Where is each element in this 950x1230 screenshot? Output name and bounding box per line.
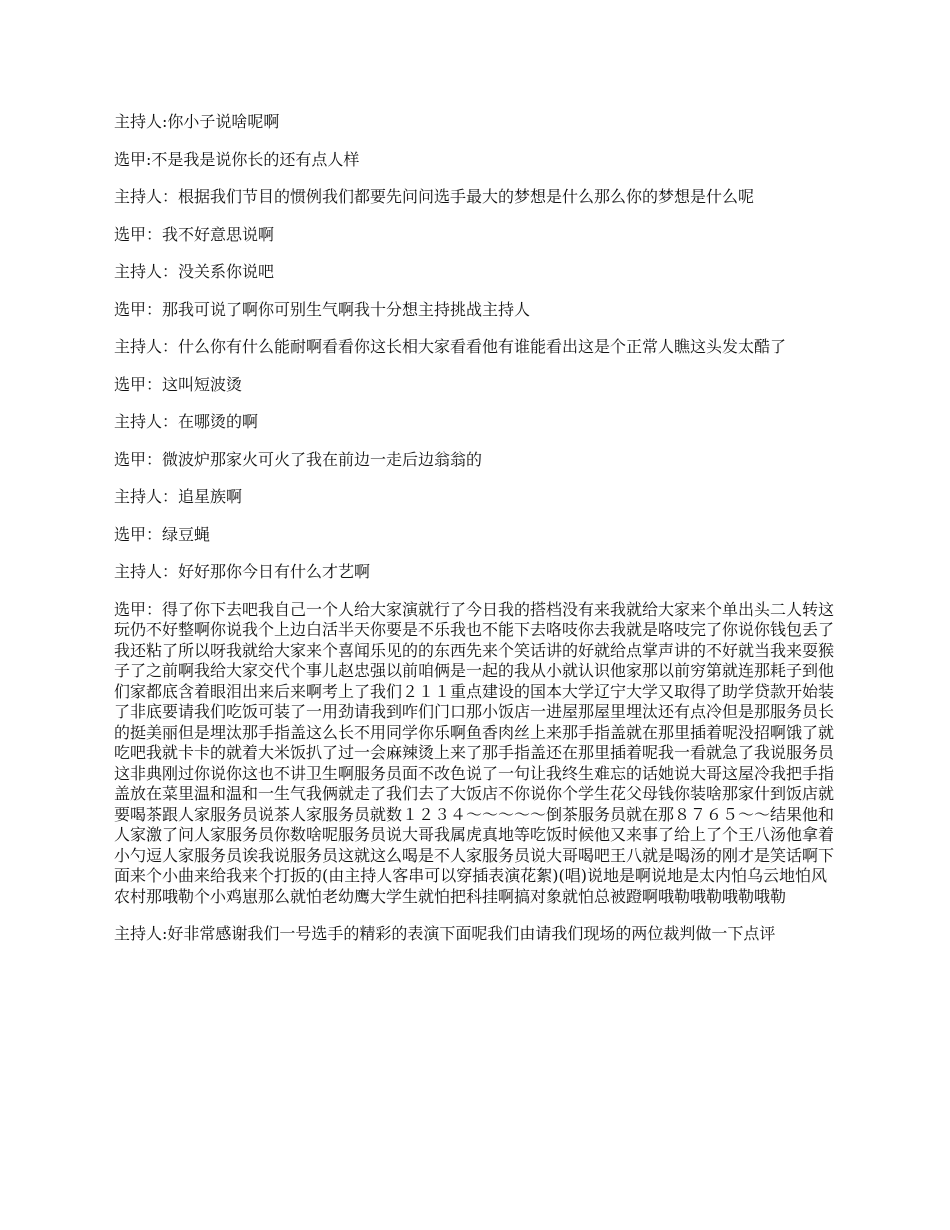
paragraph: 主持人:你小子说啥呢啊: [114, 112, 280, 131]
paragraph: 选甲：那我可说了啊你可别生气啊我十分想主持挑战主持人: [114, 299, 531, 319]
paragraph: 主持人：没关系你说吧: [114, 262, 275, 281]
paragraph: 选甲：微波炉那家火可火了我在前边一走后边翁翁的: [114, 449, 483, 469]
paragraph: 选甲：得了你下去吧我自己一个人给大家演就行了今日我的搭档没有来我就给大家来个单出头二人转这玩仍不好整啊你说我个上边白活半天你要是不乐我也不能下去咯吱你去我就是咯吱完了你说你钱包丢了我还粘了所以呀我就给大家来个喜闻乐见的的东西先来个笑话讲的好就给点掌声讲的不好就当我来耍猴子了之前啊我给大家交代个事儿赵忠强以前咱俩是一起的我从小就认识他家那以前穷第就连那耗子到他们家都底含着眼泪出来后来啊考上了我们２１１重点建设的国本大学辽宁大学又取得了助学贷款开始装了非底要请我们吃饭可装了一用劲请我到咋们门口那小饭店一进屋那屋里埋汰还有点冷但是那服务员长的挺美丽但是埋汰那手指盖这么长不用同学你乐啊鱼香肉丝上来那手指盖就在那里插着呢没招啊饿了就吃吧我就卡卡的就着大米饭扒了过一会麻辣烫上来了那手指盖还在那里插着呢我一看就急了我说服务员这非典刚过你说你这也不讲卫生啊服务员面不改色说了一句让我终生难忘的话她说大哥这屋冷我把手指盖放在菜里温和温和一生气我俩就走了我们去了大饭店不你说你个学生花父母钱你装啥那家什到饭店就要喝茶跟人家服务员说茶人家服务员就数１２３４～～～～～倒茶服务员就在那８７６５～～结果他和人家激了问人家服务员你数啥呢服务员说大哥我属虎真地等吃饭时候他又来事了给上了个王八汤他拿着小勺逗人家服务员诶我说服务员这就这么喝是不人家服务员说大哥喝吧王八就是喝汤的刚才是笑话啊下面来个小曲来给我来个打扳的(由主持人客串可以穿插表演花絮)(唱)说地是啊说地是太内怕乌云地怕风农村那哦勒个小鸡崽那么就怕老幼鹰大学生就怕把科挂啊搞对象就怕总被蹬啊哦勒哦勒哦勒哦勒: [114, 599, 835, 906]
paragraph: 选甲:不是我是说你长的还有点人样: [114, 149, 360, 169]
document-body: [114, 112, 842, 962]
paragraph: 主持人：什么你有什么能耐啊看看你这长相大家看看他有谁能看出这是个正常人瞧这头发太酷了: [114, 337, 787, 356]
paragraph: 主持人:好非常感谢我们一号选手的精彩的表演下面呢我们由请我们现场的两位裁判做一下点评: [114, 924, 776, 943]
paragraph: 选甲：绿豆蝇: [114, 524, 211, 544]
paragraph: 主持人：追星族啊: [114, 487, 243, 506]
paragraph: 主持人：根据我们节目的惯例我们都要先问问选手最大的梦想是什么那么你的梦想是什么呢: [114, 187, 755, 206]
paragraph: 选甲：我不好意思说啊: [114, 224, 275, 244]
paragraph: 主持人：在哪烫的啊: [114, 412, 259, 431]
paragraph: 主持人：好好那你今日有什么才艺啊: [114, 562, 371, 581]
paragraph: 选甲：这叫短波烫: [114, 374, 243, 394]
